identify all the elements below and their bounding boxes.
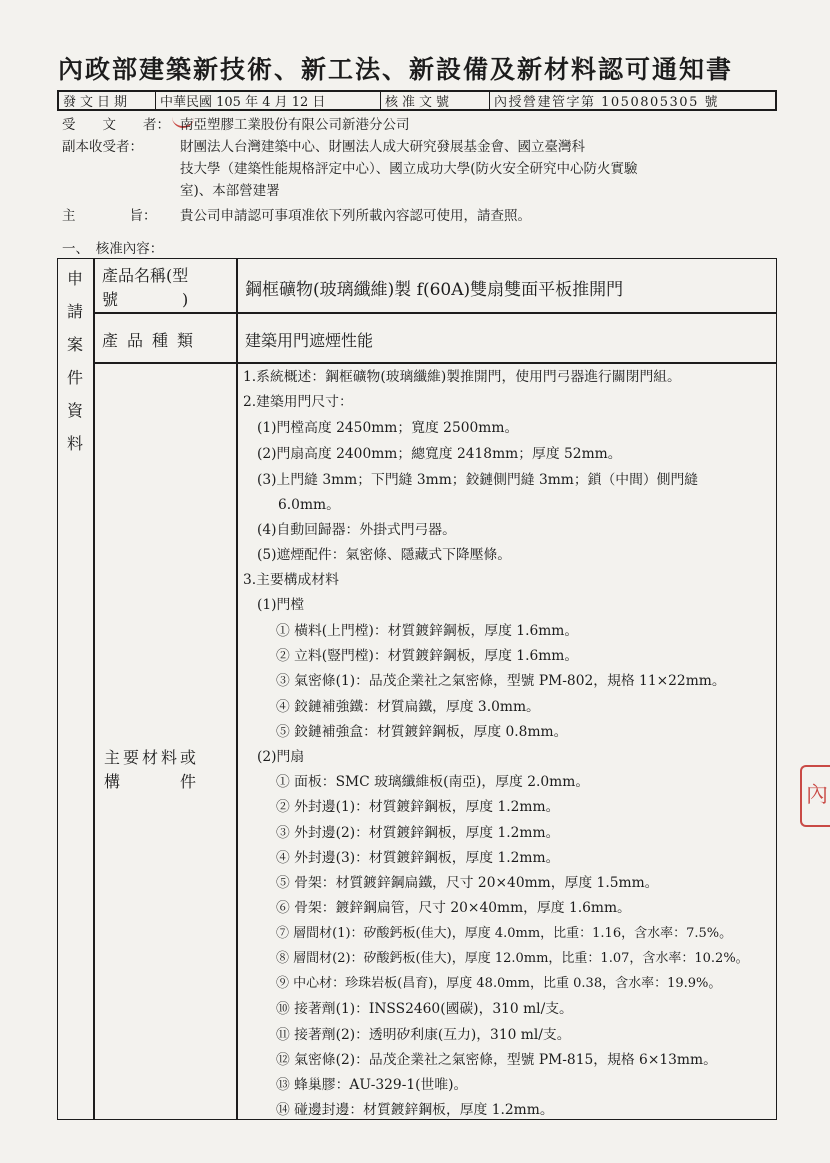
- document-title: 內政部建築新技術、新工法、新設備及新材料認可通知書: [58, 55, 734, 84]
- product-name-label-2: 號 ): [102, 290, 189, 309]
- side-char: 案: [66, 335, 83, 354]
- detail-line: ⑬ 蜂巢膠：AU-329-1(世唯)。: [276, 1077, 468, 1093]
- detail-line: ⑦ 層間材(1)：矽酸鈣板(佳大)，厚度 4.0mm，比重：1.16，含水率：7.5%。: [276, 926, 733, 941]
- side-char: 料: [66, 434, 83, 453]
- side-label: [57, 258, 93, 460]
- approval-no: 內授營建管字第 1050805305 號: [494, 95, 719, 109]
- recipient-value: 南亞塑膠工業股份有限公司新港分公司: [180, 117, 410, 133]
- detail-line: ④ 外封邊(3)：材質鍍鋅鋼板，厚度 1.2mm。: [276, 850, 560, 866]
- table-divider: [236, 258, 238, 1120]
- detail-line: ② 外封邊(1)：材質鍍鋅鋼板，厚度 1.2mm。: [276, 799, 560, 815]
- cc-label: 副本收受者：: [62, 139, 143, 155]
- recipient-label: 受 文 者：: [62, 117, 170, 133]
- cc-line-3: 室)、本部營建署: [180, 183, 280, 199]
- materials-label-2: 構 件: [104, 772, 200, 791]
- detail-line: (2)門扇高度 2400mm；總寬度 2418mm；厚度 52mm。: [257, 446, 622, 462]
- detail-line: (1)門樘: [257, 597, 305, 613]
- table-divider: [93, 312, 777, 314]
- product-name-label: 產品名稱(型: [102, 266, 189, 285]
- cc-line-1: 財團法人台灣建築中心、財團法人成大研究發展基金會、國立臺灣科: [180, 139, 585, 155]
- issue-date: 中華民國 105 年 4 月 12 日: [156, 92, 381, 109]
- side-char: 請: [66, 302, 83, 321]
- detail-line: ⑨ 中心材：珍珠岩板(昌育)，厚度 48.0mm，比重 0.38，含水率：19.9%。: [276, 976, 722, 991]
- detail-line: (5)遮煙配件：氣密條、隱藏式下降壓條。: [257, 547, 512, 563]
- issue-date-label: 發文日期: [59, 92, 156, 109]
- product-type-label: 產品種類: [102, 331, 203, 350]
- side-char: 件: [66, 368, 83, 387]
- cc-line-2: 技大學（建築性能規格評定中心）、國立成功大學(防火安全研究中心防火實驗: [180, 161, 638, 177]
- product-type: 建築用門遮煙性能: [245, 331, 374, 350]
- detail-line: ⑧ 層間材(2)：矽酸鈣板(佳大)，厚度 12.0mm，比重：1.07，含水率：10.2%。: [276, 951, 749, 966]
- detail-line: (4)自動回歸器：外掛式門弓器。: [257, 522, 456, 538]
- detail-line: (2)門扇: [257, 749, 305, 765]
- detail-line: ③ 外封邊(2)：材質鍍鋅鋼板，厚度 1.2mm。: [276, 825, 560, 841]
- table-divider: [93, 362, 777, 364]
- detail-line: ⑪ 接著劑(2)：透明矽利康(互力)，310 ml/支。: [276, 1027, 571, 1043]
- detail-line: ① 橫料(上門樘)：材質鍍鋅鋼板，厚度 1.6mm。: [276, 623, 579, 639]
- detail-line: ⑤ 鉸鏈補強盒：材質鍍鋅鋼板，厚度 0.8mm。: [276, 724, 568, 740]
- subject-label: 主 旨：: [62, 208, 157, 224]
- detail-line: 3.主要構成材料: [243, 572, 339, 588]
- detail-line: ⑭ 碰邊封邊：材質鍍鋅鋼板，厚度 1.2mm。: [276, 1102, 554, 1118]
- side-char: 申: [66, 269, 83, 288]
- detail-line: ③ 氣密條(1)：品茂企業社之氣密條，型號 PM-802，規格 11×22mm。: [276, 673, 726, 689]
- detail-line: (3)上門縫 3mm；下門縫 3mm；鉸鏈側門縫 3mm；鎖（中間）側門縫: [257, 472, 699, 488]
- detail-line: ⑩ 接著劑(1)：INSS2460(國碳)，310 ml/支。: [276, 1001, 573, 1017]
- detail-line: ⑤ 骨架：材質鍍鋅鋼扁鐵，尺寸 20×40mm，厚度 1.5mm。: [276, 875, 659, 891]
- red-seal-stamp: 內: [800, 765, 830, 827]
- materials-label: 主要材料或: [104, 748, 200, 767]
- section-heading: 一、 核准內容：: [62, 241, 164, 257]
- detail-line: 2.建築用門尺寸：: [243, 394, 353, 410]
- side-char: 資: [66, 401, 83, 420]
- detail-line: ① 面板：SMC 玻璃纖維板(南亞)，厚度 2.0mm。: [276, 774, 590, 790]
- approval-no-label: 核准文號: [381, 92, 490, 109]
- table-divider: [93, 258, 95, 1120]
- detail-line: ⑫ 氣密條(2)：品茂企業社之氣密條，型號 PM-815，規格 6×13mm。: [276, 1052, 717, 1068]
- detail-line: ⑥ 骨架：鍍鋅鋼扁管，尺寸 20×40mm，厚度 1.6mm。: [276, 900, 631, 916]
- detail-line: ④ 鉸鏈補強鐵：材質扁鐵，厚度 3.0mm。: [276, 699, 540, 715]
- subject-value: 貴公司申請認可事項准依下列所載內容認可使用，請查照。: [180, 208, 531, 224]
- detail-line: 1.系統概述：鋼框礦物(玻璃纖維)製推開門，使用門弓器進行關閉門組。: [243, 369, 681, 385]
- detail-line: (1)門樘高度 2450mm；寬度 2500mm。: [257, 420, 519, 436]
- header-row: [57, 90, 777, 111]
- detail-line: 6.0mm。: [278, 497, 340, 513]
- product-name: 鋼框礦物(玻璃纖維)製 f(60A)雙扇雙面平板推開門: [245, 280, 624, 300]
- detail-line: ② 立料(豎門樘)：材質鍍鋅鋼板，厚度 1.6mm。: [276, 648, 579, 664]
